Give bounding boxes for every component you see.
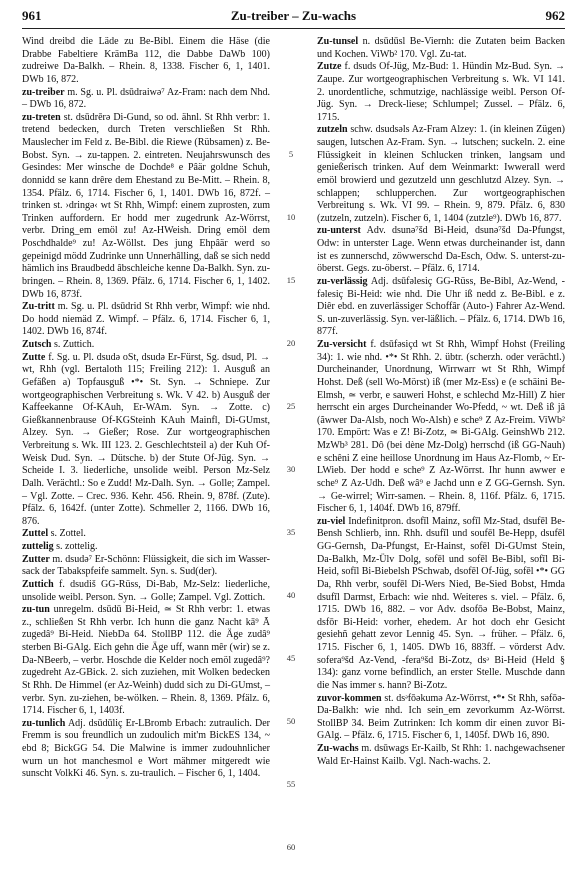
dictionary-entry [22, 541, 270, 554]
page-number-right: 962 [545, 8, 565, 23]
entry-text: unregelm. dsūdū Bi-Heid, ≃ St Rhh verbr: 1. etwas z., schließen St Rhh verbr. Ich hunn die ganz Nacht kā⁹ Ā zugedâ⁹ Bi-Heid. NiebDa 64. StollBP 112. die Äge zudâ⁹ sterben Bi-GAlg. Eich gehn die Äge uff, wann mêr (wir) se z. Da-NBeerb, – verbr. Hoschde die Kelder noch emöl zugedâ⁹? zugedreht Az-GBick. 2. sich zuziehen, mit Wolken bedecken St Rhh. De Himmel (er Az-Weinh) dudd sich zu Di-GUmst, – verbr. Syn. zu-ziehen, be-wölken. – Rhein. 8, 1369. Pfälz. 6, 1714. Fischer 6, 1, 1403f. [22, 604, 271, 717]
dictionary-entry [317, 225, 565, 276]
line-number: 60 [286, 842, 296, 852]
entry-lemma: zu-viel [317, 515, 346, 527]
entry-text: m. Sg. u. Pl. dsūdrid St Rhh verbr, Wimpf: wie nhd. Do hodd niemäd Z. Wimpf. – Pfälz. 6, 1714. Fischer 6, 1, 1402. DWb 16, 874f. [22, 301, 271, 338]
entry-text: s. Zottel. [50, 528, 86, 540]
line-number: 55 [286, 779, 296, 789]
line-number: 10 [286, 212, 296, 222]
entry-lemma: Zutsch [22, 339, 52, 350]
entry-lemma: Zutze [317, 61, 342, 73]
entry-text: Indefinitpron. dsofīl Mainz, sofīl Mz-Stad, dsufēl Be-Bensh Schlierb, inn. Rhh. dsufīl und soufēl Be-Hepp, dsufēl GG-Gernsh, Da-Pfungst, Er-Hainst, sofēl Di-GUmst Stein, Da-Balkh, Mz-Ülv Dolg, sofēl und sofēl Be-Bibl, sofīl Bi-Heid, sofīl Bi-Biebelsh PSchwab, dsofēl Of-Jüg, sofēl •*• GG Da, Rhh verbr, soufēl Di-Wers Nied, Be-Sied Bobst, Hmda dsufīl Darmst, Erbach: wie nhd. Weiteres s. viel. – Pfälz. 6, 1715. DWb 16, 882. – vor Adv. dsofōə Be-Bobst, Mainz, dsfōr Bi-Heid: vorher, ehedem. Ar hot doch ehr Gesicht gesiehñ gehatt zevor Lennig 45. Syn. → früher. – Pfälz. 6, 1715. Fischer 6, 1, 1405. DWb 16, 883ff. – vörderst Adv. sofera⁹šd Az-Vend, -fera⁹šd Bi-Zotz, dsᵊ Bi-Heid (Held § 134): ganz vorne befindlich, an erster Stelle. Muschde dann die Nas immer s. hann? Bi-Zotz. [317, 515, 565, 691]
line-number: 45 [286, 653, 296, 663]
entry-lemma: Zuttich [22, 578, 54, 590]
dictionary-entry [22, 339, 270, 352]
entry-lemma: zuvor-kommen [317, 692, 382, 704]
line-number: 50 [286, 716, 296, 726]
page-header [22, 6, 565, 29]
dictionary-entry [22, 36, 270, 87]
dictionary-entry [317, 516, 565, 693]
dictionary-entry [22, 579, 270, 604]
line-number: 35 [286, 527, 296, 537]
entry-lemma: Zutter [22, 553, 50, 565]
dictionary-entry [22, 112, 270, 301]
entry-text: Adj. dsūdūliç Er-LBromb Erbach: zutraulich. Der Fremm is sou freundlich un zudoulich mit'm BickES 134, ~ ebd 8; BickGG 54. Die Malwine is immer zudouhnlicher wurn un hot manchesmol e Wort mähmer mitgeredt wie sunscht VolkKi 46. Syn. s. zu-traulich. – Fischer 6, 1, 1404. [22, 717, 271, 780]
entry-lemma: zuttelig [22, 541, 54, 552]
line-number: 30 [286, 464, 296, 474]
entry-lemma: Zuttel [22, 528, 49, 540]
entry-text: s. zottelig. [56, 541, 98, 552]
entry-lemma: zu-treten [22, 111, 61, 123]
entry-lemma: Zu-tunsel [317, 36, 359, 47]
dictionary-entry [22, 718, 270, 781]
entry-text: n. dsūdūsl Be-Viernh: die Zutaten beim Backen und Kochen. ViWb² 170. Vgl. Zu-tat. [317, 36, 566, 60]
entry-text: Wind dreibd die Läde zu Be-Bibl. Einem die Häse (die Drabbe Fabeltiere KrämBa 112, die Dabbe DaWb 100) zudreiwe Da-Balkh. – Rhein. 8, 1338. Fischer 6, 1, 1401. DWb 16, 872. [22, 36, 270, 85]
dictionary-entry [22, 604, 270, 718]
right-column [317, 36, 565, 768]
entry-text: f. dsuds Of-Jüg, Mz-Bud: 1. Hündin Mz-Bud. Syn. → Zaupe. Zur wortgeographischen Verbreitung s. Wk. VI 141. 2. unordentliche, schmutzige, nachlässige weibl. Person Of-Jüg. Syn. → Dreck-liese; Schlumpel; Zussel. – Pfälz. 6, 1715. [317, 61, 566, 123]
entry-lemma: zu-verlässig [317, 275, 368, 287]
entry-text: st. dsūdrērə Di-Gund, so od. ähnl. St Rhh verbr: 1. tretend bedecken, durch Treten verschließen St Rhh. Mauslecher im Feld z. Be-Bibl. die Riewe (Rübsamen) z. Be-Bobst. Syn. → zu-tappen. 2. eintreten. Neujahrswunsch des Gesindes: Mer winsche de Dochde⁸ e Pâär goldne Schuh, donnidd se kann drêre dem Ehestand zu Be-Mitt. – Rhein. 8, 1354. Pfälz. 6, 1714. Fischer 6, 1, 1401. DWb 16, 872f. – trinken st. ›dringə‹ wt St Rhh, Wimpf: einem zuprosten, zum Trinken auffordern. Er hodd mer zugedrunk Az-Wörrst, verbr. Dring_em emöl zu! Az-HWeish. Dring emöl dem Poschdhalde⁹ zu! Az-Wöllst. Des jung Ehpâär werd so gepeinigd mödd Zudrinke unn Unnerhâlling, daß se sich nedd hämlich ins Braudbedd âbschleiche kenne Da-Balkh. Syn. zu-bringen. – Rhein. 8, 1369. Pfälz. 6, 1714. Fischer 6, 1, 1402. DWb 16, 873f. [22, 111, 270, 300]
entry-lemma: zu-unterst [317, 225, 361, 237]
entry-text: f. dsudiš GG-Rüss, Di-Bab, Mz-Selz: liederliche, unsolide weibl. Person. Syn. → Golle; Zampel. Vgl. Zottich. [22, 578, 270, 603]
left-column [22, 36, 270, 781]
entry-text: f. Sg. u. Pl. dsudə oSt, dsudə Er-Fürst, Sg. dsud, Pl. → wt, Rhh (vgl. Bertaloth 115; Freiling 212): 1. Ausguß an Gefäßen a) Topfausguß •*• St. Syn. → Schniepe. Zur wortgeographischen Verbreitung s. Wk. V 42. b) Ausguß der Kaffeekanne Of-KAuh, Er-WAm. Syn. → Zotte. c) Gießkannenbrause Of-KGSteinh KAuh Mainfl, Di-GUmst, Alzey. Syn. → Gießer; Rose. Zur wortgeographischen Verbreitung s. Wk. III 123. 2. Geschlechtsteil a) der Kuh Of-Weisk Dud. Syn. → Dütsche. b) der Stute Of-Jüg. Syn. → Scheide I. 3. liederliche, unsolide weibl. Person Mz-Selz Dalh. Verächtl.: So e Zudd! Mz-Dalh. Syn. → Golle; Zampel. – Vgl. Zotte. – Crec. 936. Kehr. 456. Rhein. 9, 878f. (Zute). Pfälz. 6, 1642f. (unter Zotte). Schmeller 2, 1166. DWb 16, 876. [22, 351, 271, 527]
entry-lemma: zutzeln [317, 124, 348, 136]
line-number: 40 [286, 590, 296, 600]
line-number-gutter [276, 36, 306, 852]
dictionary-entry [22, 352, 270, 529]
line-number: 20 [286, 338, 296, 348]
dictionary-entry [22, 528, 270, 541]
entry-lemma: Zu-versicht [317, 339, 367, 350]
entry-lemma: zu-tunlich [22, 717, 66, 729]
dictionary-entry [22, 87, 270, 112]
entry-lemma: Zutte [22, 351, 46, 363]
entry-lemma: Zu-tritt [22, 301, 55, 313]
page-number-left: 961 [22, 8, 42, 23]
entry-text: m. Sg. u. Pl. dsūdraiwə⁷ Az-Fram: nach dem Nhd. – DWb 16, 872. [22, 86, 271, 111]
entry-text: m. dsūwags Er-Kailb, St Rhh: 1. nachgewachsener Wald Er-Hainst Kailb. Vgl. Nach-wachs. 2. [317, 743, 566, 767]
entry-text: s. Zuttich. [53, 339, 95, 350]
entry-text: Adv. dsunə⁷šd Bi-Heid, dsunə⁷šd Da-Pfungst, Odw: in unterster Lage. Wenn etwas durcheinander ist, dann ist es zunnerschd, zöwwerschd Da-Esch, Odw. S. unterst-zu-öberst. Gegs. zu-öberst. – Pfälz. 6, 1714. [317, 225, 565, 275]
entry-text: f. dsūfəsiçd wt St Rhh, Wimpf Hohst (Freiling 34): 1. wie nhd. •*• St Rhh. 2. übtr. (scherzh. oder verächtl.) Durcheinander, Unordnung, Wirrwarr wt St Rhh, Wimpf Hohst. Deß (sell Wo-Mörst) iß (mer Mz-Ess) e (e schäini Be-Elmsh, ≃ verbr, e sauweri Hohst, e schlechd Mz-Hill) Z hier herrscht ein arges Durcheinander Wo-Pfedd, ~ wt. Deß iß jâ (ãwwer Da-Alsb, noch Wo-Alsh) e sche⁹ Z Az-Freim. ViWb² 170. Empört: Was e Z! Bi-Zotz, ≃ Bi-GAlg. GeinshWb 212. MzWb³ 281. Dô (bei dène Mz-Dolg) herrschd (iß GG-Nauh) e schêni Z eine heillose Unordnung im Haus Az-Flomb, ~ Er-LWieb. Der hodd e sche⁹ Z Az-Wörrst. Ihr hunn awwer e sche⁹ Z Az-Udh. Deß wâ⁹ e Jachd unn e Z GG-Gernsh. Syn. → Ge-wirrel; Wirr-samen. – Rhein. 8, 116f. Pfälz. 6, 1715. Fischer 6, 1, 1404f. DWb 16, 879ff. [317, 339, 565, 515]
entry-lemma: Zu-wachs [317, 743, 359, 754]
entry-text: Adj. dsūfəlesiç GG-Rüss, Be-Bibl, Az-Wend, -fəlesiç Bi-Heid: wie nhd. Die Uhr iß nedd z. Be-Bibl. e z. Diêr ebd. en zuverlässiger Schoffâr (Auto-) Fahrer Az-Wend. S. un-zuverlässig. Syn. ver-läßlich. – Pfälz. 6, 1714. DWb 16, 877f. [317, 275, 565, 338]
entry-lemma: zu-tun [22, 604, 50, 616]
entry-text: st. dsᵊfōəkumə Az-Wörrst, •*• St Rhh, səfōə- Da-Balkh: wie nhd. Ich sein_em zevorkumm Az-Wörrst. StollBP 34. Beim Zutrinken: Ich komm dir einen zuvor Bi-GAlg. – Pfälz. 6, 1715. Fischer 6, 1, 1405f. DWb 16, 890. [317, 692, 565, 742]
entry-text: schw. dsudsəls Az-Fram Alzey: 1. (in kleinen Zügen) saugen, lutschen Az-Fram. Syn. → lutschen; suckeln. 2. eine Flüssigkeit in kleinen Schlucken trinken, langsam und genießerisch trinken. Auf dem Weinmarkt: Iwwerall werd emöl browierd und gezutzeld unn geschlutzd Alzey. Syn. → schlappen; schlupperchen. Zur wortgeographischen Verbreitung s. Wk. VI 99. – Rhein. 9, 879. Pfälz. 6, 830 (zutzeln, zutzeln). Fischer 6, 1, 1404 (zutzle⁹). DWb 16, 877. [317, 124, 565, 224]
dictionary-entry [317, 36, 565, 61]
line-number: 5 [288, 149, 294, 159]
dictionary-entry [317, 124, 565, 225]
entry-text: m. dsudə⁷ Er-Schönn: Flüssigkeit, die sich im Wasser-sack der Tabakspfeife sammelt. Syn. s. Sud(der). [22, 553, 271, 578]
dictionary-entry [317, 61, 565, 124]
dictionary-entry [317, 743, 565, 768]
dictionary-entry [22, 554, 270, 579]
dictionary-entry [317, 339, 565, 516]
dictionary-entry [317, 276, 565, 339]
dictionary-entry [317, 693, 565, 744]
line-number: 25 [286, 401, 296, 411]
running-head: Zu-treiber – Zu-wachs [230, 8, 357, 23]
dictionary-entry [22, 301, 270, 339]
line-number: 15 [286, 275, 296, 285]
entry-lemma: zu-treiber [22, 86, 65, 98]
